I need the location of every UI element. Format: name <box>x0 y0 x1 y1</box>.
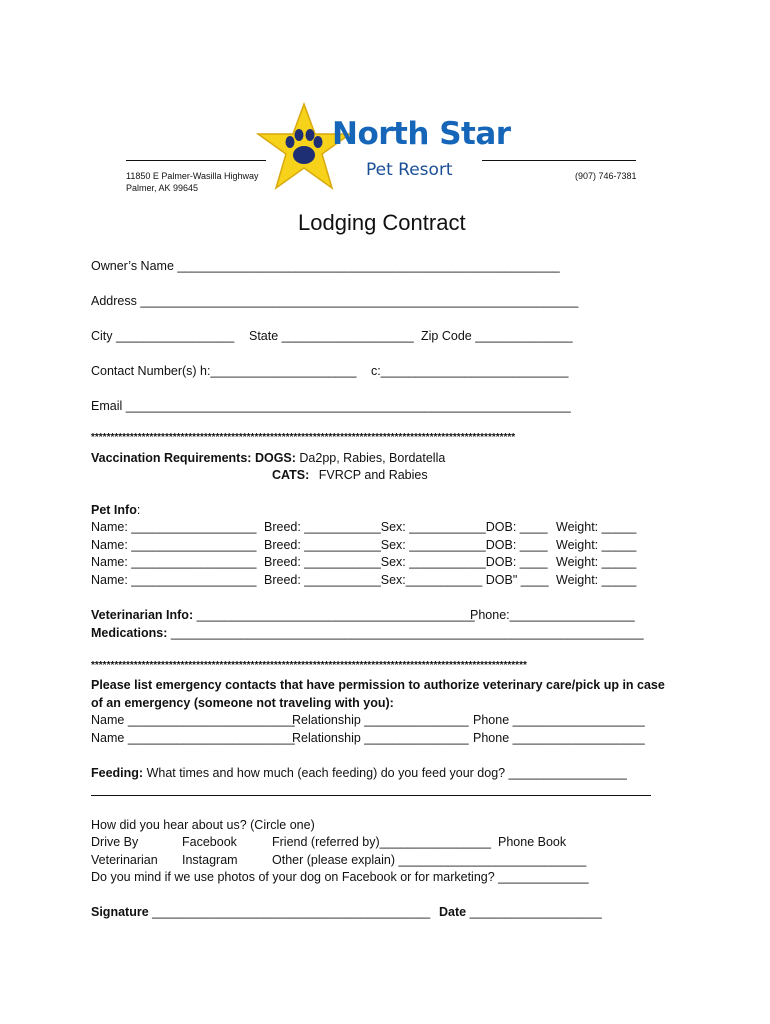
feeding-extra-line[interactable] <box>91 795 651 796</box>
emergency-instructions-text-1: Please list emergency contacts that have permission to authorize veterinary care/pick up in case <box>91 678 665 692</box>
veterinarian-info-field[interactable] <box>91 608 475 623</box>
pet-breed-sex-dob-field[interactable]: Breed: ___________Sex: ___________DOB: ____ <box>264 538 548 552</box>
letterhead-rule-right <box>482 160 636 161</box>
emergency-phone-field[interactable]: Phone ___________________ <box>473 713 645 727</box>
date-label: Date <box>439 905 467 919</box>
pet-breed-sex-dob-field[interactable]: Breed: ___________Sex:___________ DOB" ____ <box>264 573 549 587</box>
state-field[interactable]: State ___________________ <box>249 329 414 343</box>
hear-about-us-question: How did you hear about us? (Circle one) <box>91 818 315 832</box>
veterinarian-info-label: Veterinarian Info: <box>91 608 194 622</box>
vaccination-line <box>91 451 445 466</box>
address-field[interactable]: Address _______________________________________________________________ <box>91 294 579 308</box>
emergency-instructions-line-1 <box>91 678 665 693</box>
dogs-value: Da2pp, Rabies, Bordatella <box>295 451 446 465</box>
emergency-name-field[interactable]: Name ________________________ <box>91 731 295 745</box>
emergency-instructions-line-2 <box>91 696 394 711</box>
option-drive-by[interactable]: Drive By <box>91 835 139 849</box>
emergency-instructions-text-2: of an emergency (someone not traveling with you): <box>91 696 394 710</box>
pet-weight-field[interactable]: Weight: _____ <box>556 555 637 569</box>
pet-name-field[interactable]: Name: __________________ <box>91 520 257 534</box>
signature-label: Signature <box>91 905 149 919</box>
pet-info-colon: : <box>136 503 141 517</box>
city-field[interactable]: City _________________ <box>91 329 235 343</box>
emergency-phone-field[interactable]: Phone ___________________ <box>473 731 645 745</box>
pet-info-label: Pet Info <box>91 503 137 517</box>
option-phone-book[interactable]: Phone Book <box>498 835 567 849</box>
medications-line: ____________________________________________________________________ <box>167 626 644 640</box>
pet-weight-field[interactable]: Weight: _____ <box>556 538 637 552</box>
option-other[interactable]: Other (please explain) ___________________________ <box>272 853 587 867</box>
emergency-name-field[interactable]: Name ________________________ <box>91 713 295 727</box>
dogs-label: DOGS: <box>254 451 296 465</box>
option-instagram[interactable]: Instagram <box>182 853 238 867</box>
letterhead-rule-left <box>126 160 266 161</box>
photo-consent-field[interactable]: Do you mind if we use photos of your dog on Facebook or for marketing? _____________ <box>91 870 589 884</box>
cats-line <box>272 468 428 483</box>
feeding-question: What times and how much (each feeding) do you feed your dog? _________________ <box>143 766 627 780</box>
feeding-label: Feeding: <box>91 766 144 780</box>
emergency-relationship-field[interactable]: Relationship _______________ <box>292 713 469 727</box>
pet-breed-sex-dob-field[interactable]: Breed: ___________Sex: ___________DOB: ____ <box>264 520 548 534</box>
document-title: Lodging Contract <box>298 210 466 235</box>
pet-info-heading <box>91 503 140 518</box>
logo-title: North Star <box>332 116 511 152</box>
veterinarian-info-line: ________________________________________ <box>193 608 475 622</box>
logo-subtitle: Pet Resort <box>366 160 453 180</box>
contact-home-field[interactable]: Contact Number(s) h:_____________________ <box>91 364 357 378</box>
pet-breed-sex-dob-field[interactable]: Breed: ___________Sex: ___________DOB: ____ <box>264 555 548 569</box>
cats-label: CATS: <box>272 468 310 482</box>
date-line: ___________________ <box>466 905 602 919</box>
pet-name-field[interactable]: Name: __________________ <box>91 555 257 569</box>
medications-label: Medications: <box>91 626 168 640</box>
separator-stars-2: **************************************************************************************************************** <box>91 660 527 671</box>
veterinarian-phone-field[interactable]: Phone:__________________ <box>470 608 635 622</box>
zip-code-field[interactable]: Zip Code ______________ <box>421 329 573 343</box>
letterhead-phone: (907) 746-7381 <box>575 171 637 181</box>
address-line-1: 11850 E Palmer-Wasilla Highway <box>126 171 259 181</box>
pet-weight-field[interactable]: Weight: _____ <box>556 573 637 587</box>
option-facebook[interactable]: Facebook <box>182 835 237 849</box>
signature-field[interactable] <box>91 905 430 920</box>
emergency-relationship-field[interactable]: Relationship _______________ <box>292 731 469 745</box>
date-field[interactable] <box>439 905 602 920</box>
owner-name-field[interactable]: Owner’s Name _______________________________________________________ <box>91 259 560 273</box>
option-veterinarian[interactable]: Veterinarian <box>91 853 158 867</box>
vaccination-label: Vaccination Requirements: <box>91 451 255 465</box>
contact-cell-field[interactable]: c:___________________________ <box>371 364 569 378</box>
signature-line: ________________________________________ <box>148 905 431 919</box>
address-line-2: Palmer, AK 99645 <box>126 183 199 193</box>
option-friend-referred[interactable]: Friend (referred by)________________ <box>272 835 491 849</box>
pet-name-field[interactable]: Name: __________________ <box>91 573 257 587</box>
separator-stars-1: ************************************************************************************************************* <box>91 432 516 443</box>
medications-field[interactable] <box>91 626 644 641</box>
cats-value: FVRCP and Rabies <box>318 468 428 482</box>
email-field[interactable]: Email ________________________________________________________________ <box>91 399 571 413</box>
feeding-field[interactable] <box>91 766 627 781</box>
pet-name-field[interactable]: Name: __________________ <box>91 538 257 552</box>
pet-weight-field[interactable]: Weight: _____ <box>556 520 637 534</box>
